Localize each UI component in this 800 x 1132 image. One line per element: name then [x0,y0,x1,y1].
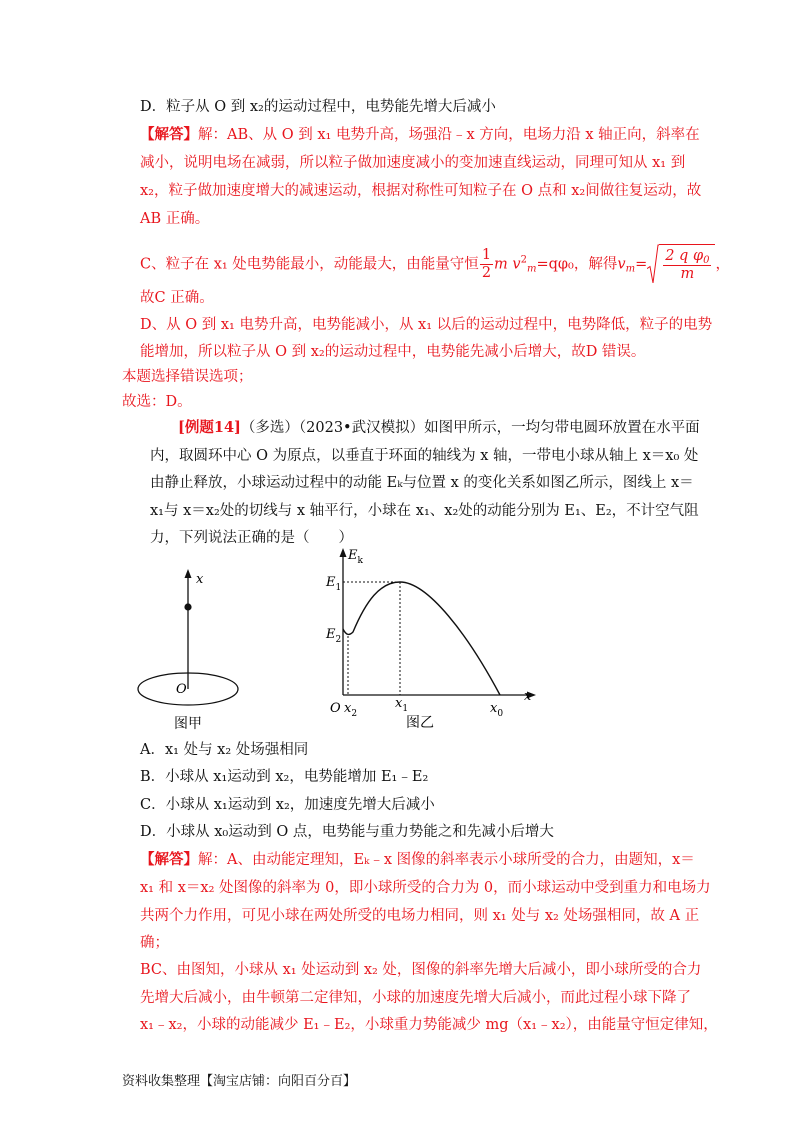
wrong-option-note: 本题选择错误选项； [122,369,253,385]
answer-prev-line-2: 减小，说明电场在减弱，所以粒子做加速度减小的变加速直线运动，同理可知从 x₁ 到 [140,155,686,171]
solution-label: 【解答】 [140,851,198,868]
origin-label: O [330,701,341,716]
half-fraction: $\frac{1}{2}$ [481,247,492,281]
option-d-prev: D．粒子从 O 到 x₂的运动过程中，电势能先增大后减小 [140,99,496,115]
solution-line-1: 【解答】解：A、由动能定理知，Eₖ﹣x 图像的斜率表示小球所受的合力，由题知，x＝ [140,851,695,868]
option-c: C．小球从 x₁运动到 x₂，加速度先增大后减小 [140,797,435,813]
solution-line-6: 先增大后减小，由牛顿第二定律知，小球的加速度先增大后减小，而此过程小球下降了 [140,990,691,1006]
e2-label: $E_2$ [326,627,342,645]
option-b: B．小球从 x₁运动到 x₂，电势能增加 E₁﹣E₂ [140,769,429,785]
answer-prev-line-3: x₂，粒子做加速度增大的减速运动，根据对称性可知粒子在 O 点和 x₂间做往复运动，故 [140,183,702,199]
x1-label: $x_1$ [395,696,409,714]
page-footer: 资料收集整理【淘宝店铺：向阳百分百】 [122,1074,357,1089]
option-d: D．小球从 x₀运动到 O 点，电势能与重力势能之和先减小后增大 [140,824,554,840]
answer-prev-d-line-2: 能增加，所以粒子从 O 到 x₂的运动过程中，电势能先减小后增大，故D 错误。 [140,344,646,360]
charged-ball [184,603,191,610]
solution-line-5: BC、由图知，小球从 x₁ 处运动到 x₂ 处，图像的斜率先增大后减小，即小球所受的合力 [140,962,702,978]
example-tag: [例题14] [178,419,241,436]
x-axis-label: x [524,689,532,704]
example-line-5: 力，下列说法正确的是（ ） [150,530,353,546]
x-axis-arrow-icon [185,569,192,578]
solution-line-4: 确； [140,935,169,951]
option-a: A．x₁ 处与 x₂ 处场强相同 [140,742,309,758]
x0-label: $x_0$ [490,701,504,719]
answer-prev-c-line-2: 故C 正确。 [140,290,214,306]
e1-label: $E_1$ [326,575,342,593]
figure-b-caption: 图乙 [406,715,434,731]
ek-axis-arrow-icon [340,548,347,557]
example-line-4: x₁与 x＝x₂处的切线与 x 轴平行，小球在 x₁、x₂处的动能分别为 E₁、E₂，不计空气阻 [150,503,699,519]
answer-prev-c-line: C、粒子在 x₁ 处电势能最小，动能最大，由能量守恒 $\frac{1}{2}$ m $v^2_m=q\varphi_0$，解得$v_m=$ $\frac{2 q \varphi_0}{m}$ ， [140,244,730,284]
x-axis-label: x [196,572,204,587]
ek-curve [343,582,500,695]
figure-a-caption: 图甲 [174,716,202,732]
figure-b [318,545,548,735]
example-line-1: [例题14]（多选）（2023•武汉模拟）如图甲所示，一均匀带电圆环放置在水平面 [178,419,700,436]
final-choice: 故选：D。 [122,394,192,410]
figure-a [130,565,250,735]
solution-line-3: 共两个力作用，可见小球在两处所受的电场力相同，则 x₁ 处与 x₂ 处场强相同，故 A 正 [140,908,700,924]
origin-label: O [176,682,187,697]
ek-axis-label: $E_k$ [348,548,363,566]
answer-prev-line-1: 【解答】解：AB、从 O 到 x₁ 电势升高，场强沿﹣x 方向，电场力沿 x 轴正向，斜率在 [140,126,700,143]
answer-prev-line-4: AB 正确。 [140,211,210,227]
example-line-2: 内，取圆环中心 O 为原点，以垂直于环面的轴线为 x 轴，一带电小球从轴上 x＝x₀ 处 [150,448,699,464]
x2-label: $x_2$ [344,701,358,719]
solution-line-2: x₁ 和 x＝x₂ 处图像的斜率为 0，即小球所受的合力为 0，而小球运动中受到重力和电场力 [140,880,711,896]
answer-prev-d-line-1: D、从 O 到 x₁ 电势升高，电势能减小，从 x₁ 以后的运动过程中，电势降低，粒子的电势 [140,317,713,333]
answer-label: 【解答】 [140,126,198,143]
solution-line-7: x₁﹣x₂，小球的动能减少 E₁﹣E₂，小球重力势能减少 mg（x₁﹣x₂），由能量守恒定律知， [140,1017,718,1033]
example-line-3: 由静止释放，小球运动过程中的动能 Eₖ与位置 x 的变化关系如图乙所示，图线上 x＝ [150,475,694,491]
velocity-sqrt-formula: $\frac{2 q \varphi_0}{m}$ [647,244,715,285]
